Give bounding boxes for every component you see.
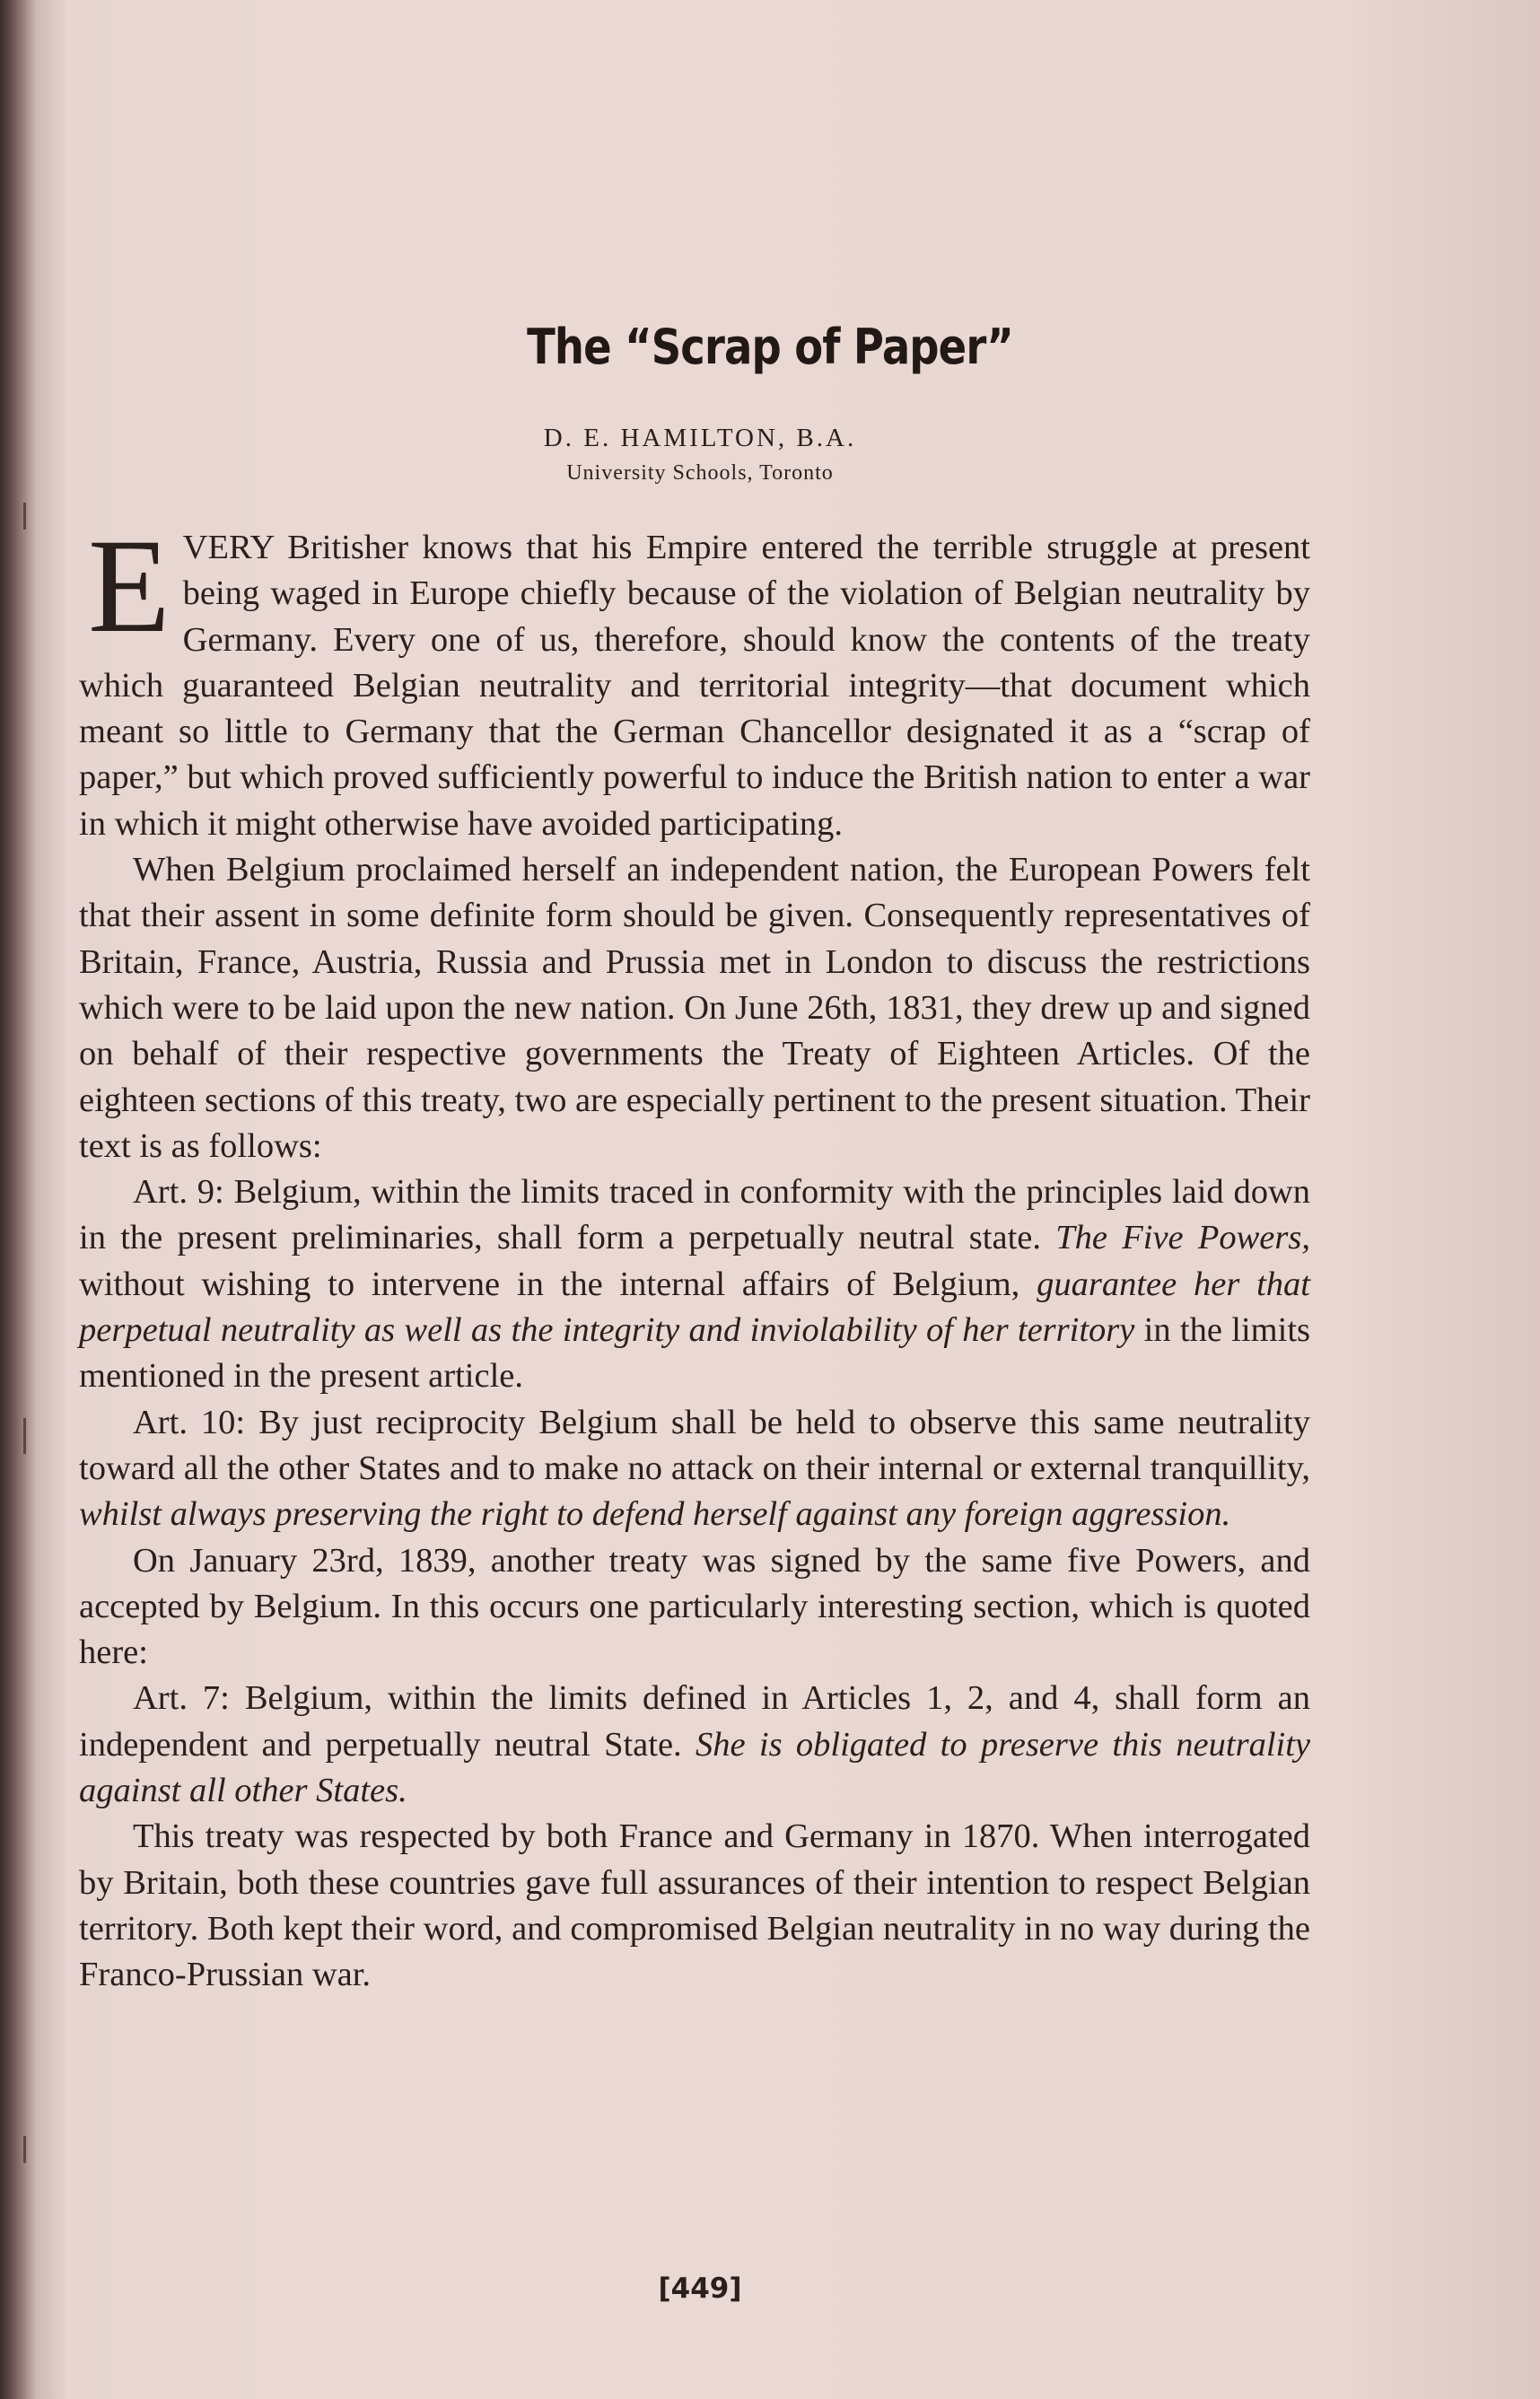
author-affiliation: University Schools, Toronto [566, 461, 834, 485]
art9-text: Art. 9: Belgium, within the limits traced in conformity with the principles laid down in the present preliminaries, shall form a perpetually neutral state. [79, 1173, 1310, 1257]
art7-text: Art. 7: Belgium, within the limits defined in Articles 1, 2, and 4, shall form an independent and perpetually neutral State. [79, 1679, 1310, 1764]
art9-text: in the limits mentioned in the present article. [79, 1311, 1311, 1396]
article-author: D. E. HAMILTON, B.A. [543, 424, 857, 452]
drop-cap: E [88, 512, 171, 661]
art9-text: without wishing to intervene in the internal affairs of Belgium, [79, 1265, 1037, 1303]
article-7-quote [79, 1676, 1310, 1814]
paragraph-treaty-1831: When Belgium proclaimed herself an independent nation, the European Powers felt that their assent in some definite form should be given. Consequently representatives of Britain, France, Austria, Russia and Prussia met in London to discuss the restrictions which were to be laid upon the new nation. On June 26th, 1831, they drew up and signed on behalf of their respective governments the Treaty of Eighteen Articles. Of the eighteen sections of this treaty, two are especially pertinent to the present situation. Their text is as follows: [79, 851, 1310, 1165]
art7-emphasis: She is obligated to preserve this neutrality against all other States. [79, 1725, 1311, 1810]
article-title: The “Scrap of Paper” [527, 319, 1013, 375]
page-number: [449] [658, 2272, 742, 2305]
binding-mark [23, 2136, 26, 2163]
article-9-quote [79, 1169, 1310, 1399]
paragraph-1870: This treaty was respected by both France and Germany in 1870. When interrogated by Britain, both these countries gave full assurances of their intention to respect Belgian territory. Both kept their word, and compromised Belgian neutrality in no way during the Franco-Prussian war. [79, 1817, 1310, 1994]
intro-paragraph [79, 512, 1310, 847]
art10-text: Art. 10: By just reciprocity Belgium shall be held to observe this same neutrality toward all the other States and to make no attack on their internal or external tranquillity, [79, 1403, 1310, 1487]
article-body [79, 512, 1311, 1999]
paragraph-treaty-1839: On January 23rd, 1839, another treaty was signed by the same five Powers, and accepted by Belgium. In this occurs one particularly interesting section, which is quoted here: [79, 1541, 1310, 1672]
binding-mark [23, 503, 26, 530]
article-10-quote [79, 1400, 1310, 1538]
art9-emphasis: guarantee her that perpetual neutrality as well as the integrity and inviolability of her territory [79, 1265, 1310, 1350]
art9-emphasis: The Five Powers, [1055, 1219, 1310, 1257]
intro-text: VERY Britisher knows that his Empire entered the terrible struggle at present being waged in Europe chiefly because of the violation of Belgian neutrality by Germany. Every one of us, therefore, should know the contents of the treaty which guaranteed Belgian neutrality and territorial integrity—that document which meant so little to Germany that the German Chancellor designated it as a “scrap of paper,” but which proved sufficiently powerful to induce the British nation to enter a war in which it might otherwise have avoided participating. [79, 529, 1310, 843]
art10-emphasis: whilst always preserving the right to defend herself against any foreign aggression. [79, 1495, 1231, 1534]
binding-mark [23, 1418, 26, 1454]
